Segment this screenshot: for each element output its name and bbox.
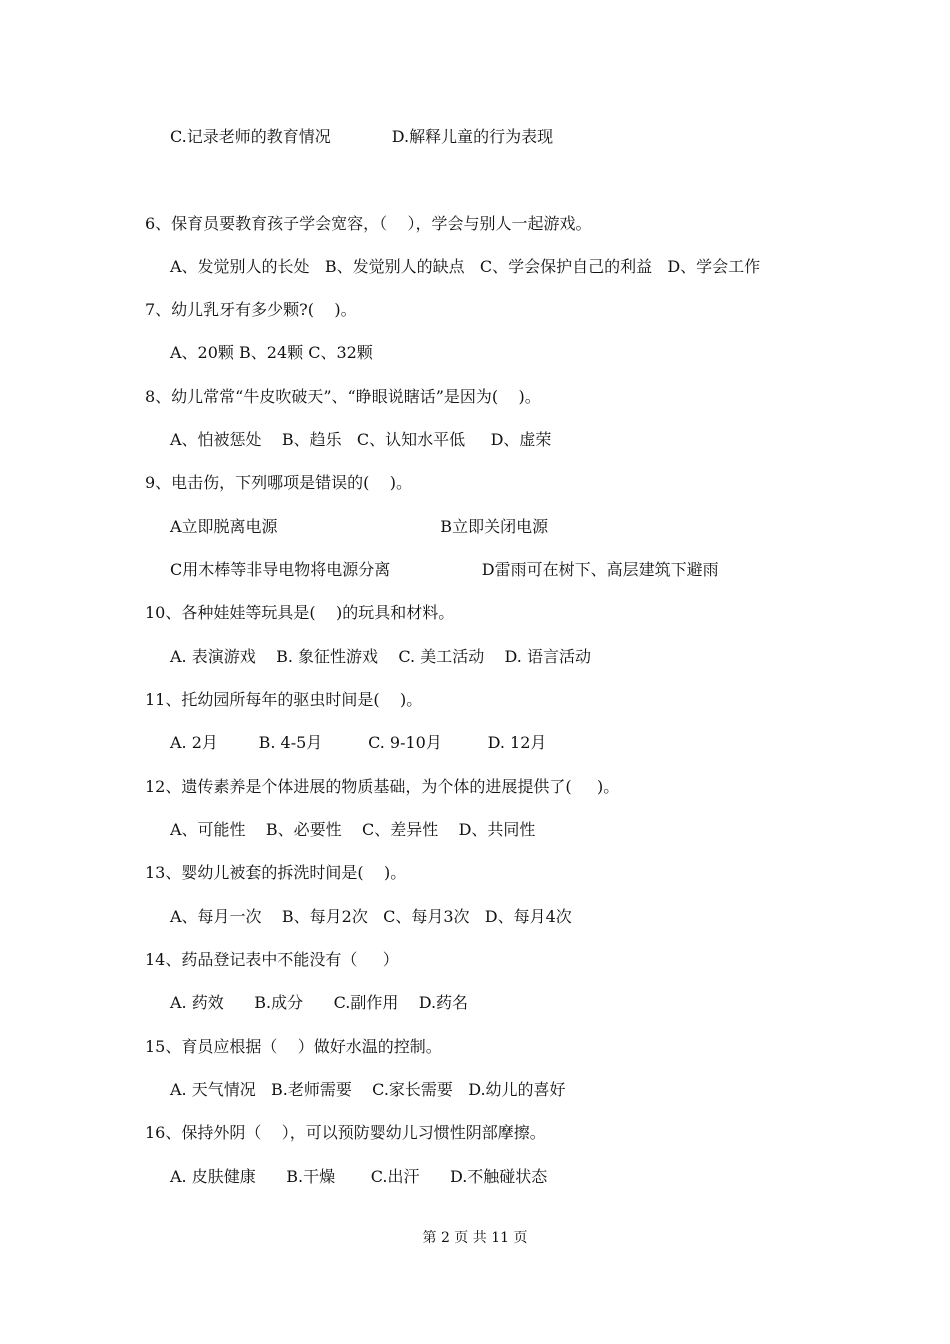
question-15-stem: 15、育员应根据（ ）做好水温的控制。 <box>145 1037 442 1056</box>
question-16-stem: 16、保持外阴（ ），可以预防婴幼儿习惯性阴部摩擦。 <box>145 1123 546 1142</box>
question-15-options: A. 天气情况 B.老师需要 C.家长需要 D.幼儿的喜好 <box>170 1080 566 1099</box>
question-14-stem: 14、药品登记表中不能没有（ ） <box>145 950 399 969</box>
question-13-stem: 13、婴幼儿被套的拆洗时间是( )。 <box>145 863 407 882</box>
question-11-stem: 11、托幼园所每年的驱虫时间是( )。 <box>145 690 423 709</box>
page-number: 第 2 页 共 11 页 <box>422 1230 528 1246</box>
question-6-stem: 6、保育员要教育孩子学会宽容，（ ），学会与别人一起游戏。 <box>145 214 592 233</box>
question-9-options-row1: A立即脱离电源 B立即关闭电源 <box>170 517 549 536</box>
question-12-stem: 12、遗传素养是个体进展的物质基础，为个体的进展提供了( )。 <box>145 777 620 796</box>
question-10-options: A. 表演游戏 B. 象征性游戏 C. 美工活动 D. 语言活动 <box>170 647 591 666</box>
question-9-stem: 9、电击伤，下列哪项是错误的( )。 <box>145 473 413 492</box>
question-7-options: A、20颗 B、24颗 C、32颗 <box>170 343 373 362</box>
question-7-stem: 7、幼儿乳牙有多少颗?( )。 <box>145 300 357 319</box>
question-14-options: A. 药效 B.成分 C.副作用 D.药名 <box>170 993 469 1012</box>
question-10-stem: 10、各种娃娃等玩具是( )的玩具和材料。 <box>145 603 455 622</box>
question-9-options-row2: C用木棒等非导电物将电源分离 D雷雨可在树下、高层建筑下避雨 <box>170 560 719 579</box>
question-16-options: A. 皮肤健康 B.干燥 C.出汗 D.不触碰状态 <box>170 1167 548 1186</box>
question-12-options: A、可能性 B、必要性 C、差异性 D、共同性 <box>170 820 536 839</box>
question-8-options: A、怕被惩处 B、趋乐 C、认知水平低 D、虚荣 <box>170 430 552 449</box>
question-6-options: A、发觉别人的长处 B、发觉别人的缺点 C、学会保护自己的利益 D、学会工作 <box>170 257 761 276</box>
question-8-stem: 8、幼儿常常“牛皮吹破天”、“睁眼说瞎话”是因为( )。 <box>145 387 541 406</box>
question-5-options: C.记录老师的教育情况 D.解释儿童的行为表现 <box>170 127 554 146</box>
question-11-options: A. 2月 B. 4-5月 C. 9-10月 D. 12月 <box>170 733 547 752</box>
question-13-options: A、每月一次 B、每月2次 C、每月3次 D、每月4次 <box>170 907 572 926</box>
